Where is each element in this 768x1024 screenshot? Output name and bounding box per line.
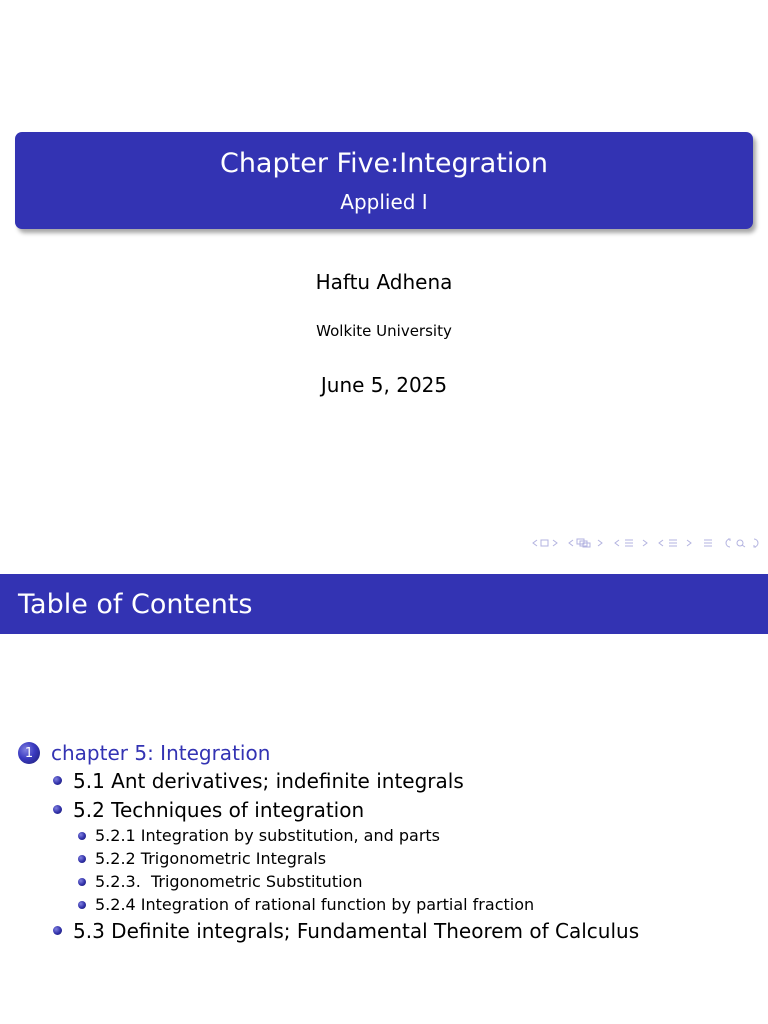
- table-of-contents: [18, 740, 758, 945]
- author-name: Haftu Adhena: [315, 270, 453, 294]
- toc-subsubsection[interactable]: [78, 893, 758, 916]
- toc-subsubsection[interactable]: [78, 824, 758, 847]
- institute-name: Wolkite University: [316, 322, 452, 340]
- toc-subsection-label[interactable]: 5.1 Ant derivatives; indefinite integrals: [73, 768, 464, 793]
- bullet-icon: [78, 855, 86, 863]
- navigation-bar: [532, 538, 760, 548]
- nav-search-icon[interactable]: [724, 538, 760, 548]
- bullet-icon: [53, 776, 62, 785]
- toc-subsubsection-label[interactable]: 5.2.2 Trigonometric Integrals: [95, 849, 327, 868]
- bullet-icon: [53, 926, 62, 935]
- toc-subsubsection[interactable]: [78, 870, 758, 893]
- nav-subsection-list-icon[interactable]: [658, 538, 692, 548]
- nav-subsection-icon[interactable]: [568, 538, 604, 548]
- nav-document-icon[interactable]: [702, 538, 714, 548]
- toc-subsubsection-label[interactable]: 5.2.3. Trigonometric Substitution: [95, 872, 363, 891]
- toc-slide: [0, 557, 768, 1024]
- presentation-subtitle: Applied I: [340, 190, 428, 214]
- bullet-icon: [78, 832, 86, 840]
- nav-section-icon[interactable]: [614, 538, 648, 548]
- presentation-title: Chapter Five:Integration: [219, 148, 549, 179]
- frame-title: Table of Contents: [0, 574, 768, 634]
- bullet-icon: [53, 805, 62, 814]
- toc-subsubsection[interactable]: [78, 847, 758, 870]
- bullet-icon: [78, 901, 86, 909]
- bullet-icon: [78, 878, 86, 886]
- section-number-ball: 1: [18, 742, 40, 764]
- toc-subsection-label[interactable]: 5.3 Definite integrals; Fundamental Theorem of Calculus: [73, 918, 640, 943]
- toc-subsection[interactable]: [53, 766, 758, 795]
- toc-section-label[interactable]: chapter 5: Integration: [51, 741, 271, 765]
- nav-frame-icon[interactable]: [532, 538, 558, 548]
- toc-subsection[interactable]: [53, 795, 758, 824]
- toc-subsection-label[interactable]: 5.2 Techniques of integration: [73, 797, 365, 822]
- toc-subsubsection-label[interactable]: 5.2.1 Integration by substitution, and parts: [95, 826, 441, 845]
- toc-subsection[interactable]: [53, 916, 758, 945]
- title-block: [15, 132, 753, 229]
- presentation-date: June 5, 2025: [320, 373, 448, 397]
- toc-section[interactable]: [18, 740, 758, 766]
- toc-subsubsection-label[interactable]: 5.2.4 Integration of rational function by partial fraction: [95, 895, 535, 914]
